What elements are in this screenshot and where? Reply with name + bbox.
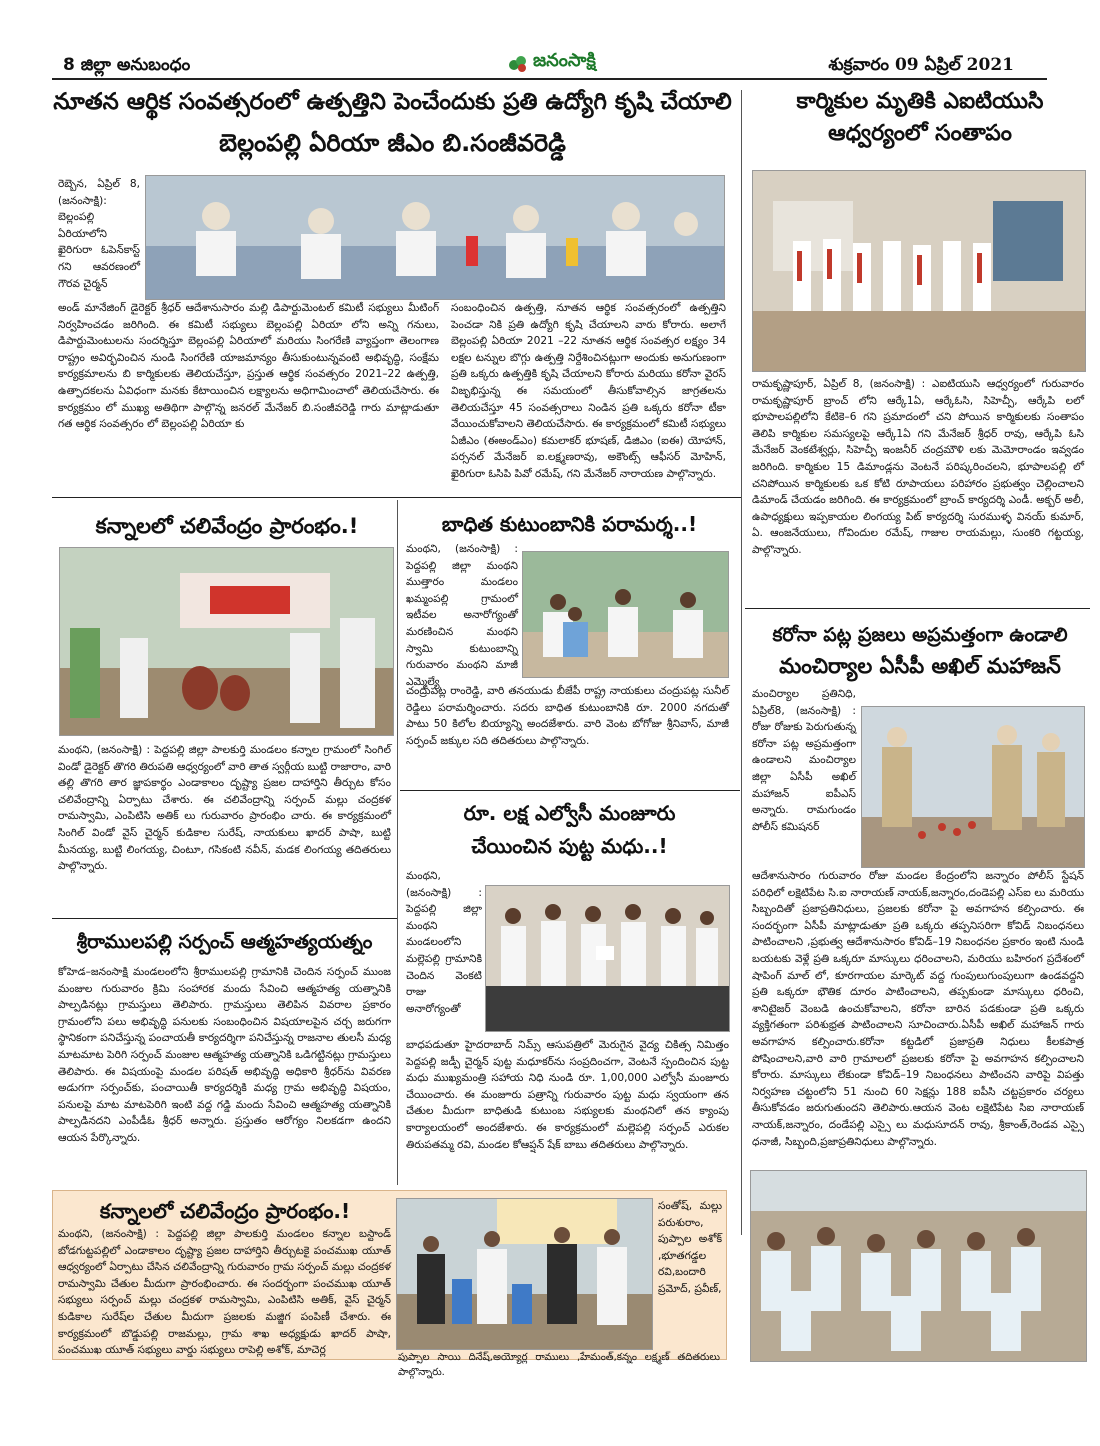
middle-divider: [397, 500, 398, 1185]
lead-headline: నూతన ఆర్థిక సంవత్సరంలో ఉత్పత్తిని పెంచేందుకు ప్రతి ఉద్యోగి కృషి చేయాలి: [53, 89, 732, 115]
bereaved-headline: బాధిత కుటుంబానికి పరామర్శ..!: [441, 512, 698, 536]
bereaved-photo: [522, 551, 729, 678]
masthead-rule: [52, 78, 1047, 80]
corona-body: ఆదేశానుసారం గురువారం రోజు మండల కేంద్రంలోని జన్నారం పోలీస్ స్టేషన్ పరిధిలో లక్షెటిపేట సి.ఐ నారాయణ్ నాయక్,జన్నారం,దండెపల్లి ఎస్ఐ లు మరియు సిబ్బందితో ప్రజాప్రతినిధులు, ప్రజలకు కరోనా పై అవగాహన కల్పించారు. ఈ సందర్భంగా ఏసీపీ మాట్లాడుతూ ప్రతి ఒక్కరు తప్పనిసరిగా కోవిడ్ నిబంధనలు పాటించాలని ,ప్రభుత్వ ఆదేశానుసారం కోవిడ్–19 నిబంధనల ప్రకారం ఇంటి నుండి బయటకు వెళ్లే ప్రతి ఒక్కరూ మాస్కులు ధరించాలని, మరియు బహిరంగ ప్రదేశంలో షాపింగ్ మాల్ లో, కూరగాయల మార్కెట్ వద్ద గుంపులుగుంపులుగా ఉండవద్దని ప్రతి ఒక్కరూ భౌతిక దూరం పాటించాలని, తప్పకుండా మాస్కులు ధరించి, శానిటైజర్ వెంబడి ఉంచుకోవాలని, కరోనా బారిన పడకుండా ప్రతి ఒక్కరు వ్యక్తిగతంగా పరిశుభ్రత పాటించాలని సూచించారు.ఏసీపీ అఖిల్ మహాజన్ గారు అవగాహన కల్పించారు.కరోనా కట్టడిలో ప్రజాప్రతి నిధులు కీలకపాత్ర పోషించాలని,వారి వారి గ్రామాలలో ప్రజలకు కరోనా పై అవగాహన కల్పించాలని కోరారు. మాస్కులు లేకుండా కోవిడ్–19 నిబంధనలు పాటించని వారిపై విపత్తు నిర్వహణ చట్టంలోని 51 నుంచి 60 సెక్షన్లు 188 ఐపీసి చట్టప్రకారం చర్యలు తీసుకోవడం జరుగుతుందని తెలిపారు.ఆయన వెంట లక్షెటిపేట సిఐ నారాయణ్ నాయక్,జన్నారం, దండేపల్లి ఎస్సై లు మధుసూదన్ రావు, శ్రీకాంత్,రెండవ ఎస్సై ధనాజీ, సిబ్బంది,ప్రజాప్రతినిధులు పాల్గొన్నారు.: [752, 870, 1084, 1148]
page-label: 8 జిల్లా అనుబంధం: [63, 55, 191, 75]
lead-meeting-photo: [145, 175, 725, 300]
loc-side-text: మంథని, (జనంసాక్షి) : పెద్దపల్లి జిల్లా మంథని మండలంలోని మల్లెపల్లి గ్రామానికి చెందిన వెంకటి రాజు అనారోగ్యంతో: [406, 870, 482, 1015]
bereaved-body: చంద్రుపట్ల రాంరెడ్డి, వారి తనయుడు బీజేపీ రాష్ట్ర నాయకులు చంద్రుపట్ల సునీల్ రెడ్డిలు పరామర్శించారు. సదరు బాధిత కుటుంబానికి రూ. 2000 నగదుతో పాటు 50 కిలోల బియ్యాన్ని అందజేశారు. వారి వెంట బోగోజు శ్రీనివాస్, మాజీ సర్పంచ్ జక్కుల సది తదితరులు పాల్గొన్నారు.: [406, 685, 729, 747]
chalivendram1-headline: కన్నాలలో చలివేంద్రం ప్రారంభం.!: [95, 514, 359, 538]
corona-meeting-photo: [750, 1170, 1087, 1362]
condolence-rule: [745, 608, 1090, 609]
bereaved-side-text: మంథని, (జనంసాక్షి) : పెద్దపల్లి జిల్లా మంథని ముత్తారం మండలం ఖమ్మంపల్లి గ్రామంలో ఇటీవల అనారోగ్యంతో మరణించిన మంథని స్వామి కుటుంబాన్ని గురువారం మంథని మాజీ ఎమ్మెల్యే: [406, 543, 518, 688]
condolence-photo: [752, 170, 1086, 372]
chalivendram2-side-text: సంతోష్, మల్లు పరుశురాం, పుప్పాల అశోక్ ,భూతగడ్డల రవి,బందారి ప్రమోద్, ప్రవీణ్,: [658, 1200, 722, 1295]
condolence-body: రామకృష్ణాపూర్, ఏప్రిల్ 8, (జనంసాక్షి) : ఎఐటియుసి ఆధ్వర్యంలో గురువారం రామకృష్ణాపూర్ బ్రాంచ్ లోని ఆర్కే1ఏ, ఆర్కేఓసి, సిహెచ్పీ, ఆర్కేపి లలో భూపాలపల్లిలోని కేటికె–6 గని ప్రమాదంలో చని పోయిన కార్మికులకు సంతాపం తెలిపి కార్మికుల సమస్యలపై ఆర్కే1ఏ గని మేనేజర్ శ్రీధర్ రావు, ఆర్కేపి ఓసి మేనేజర్ వెంకటేశ్వర్లు, సిహెచ్పీ ఇంజనీర్ చంద్రమౌళి లకు మెమోరాండం ఇవ్వడం జరిగింది. కార్మికుల 15 డిమాండ్లను వెంటనే పరిష్కరించలని, భూపాలపల్లి లో చనిపోయిన కార్మికులకు ఒక కోటి రూపాయలు పరిహారం ప్రభుత్వం చెల్లించాలని డిమాండ్ చేయడం జరిగింది. ఈ కార్యక్రమంలో బ్రాంచ్ కార్యదర్శి ఎండీ. అక్బర్ అలీ, ఉపాధ్యక్షులు ఇప్పకాయల లింగయ్య పిట్ కార్యదర్శి సురముళ్ళ వినయ్ కుమార్, ఏ. ఆంజనేయులు, గోవిందుల రమేష్, గాజుల రాయమల్లు, సుంకరి గట్టయ్య, పాల్గొన్నారు.: [752, 378, 1084, 556]
lead-body-left: అండ్ మానేజింగ్ డైరెక్టర్ శ్రీధర్ ఆదేశానుసారం మల్లి డిపార్టుమెంటల్ కమిటీ సభ్యులు మీటింగ్ నిర్వహించడం జరిగింది. ఈ కమిటీ సభ్యులు బెల్లంపల్లి ఏరియా లోని అన్ని గనులు, డిపార్టుమెంటులను సందర్శిస్తూ బెల్లంపల్లి ఏరియాలో మరియు సింగరేణి వ్యాప్తంగా తెలంగాణ రాష్ట్రం అవిర్భవించిన నుండి సింగరేణి యాజమాన్యం తీసుకుంటున్నవంటి అభివృద్ధి, సంక్షేమ కార్యక్రమాలను బి కార్మికులకు తెలియచేస్తూ, ప్రస్తుత ఆర్థిక సంవత్సరం 2021–22 ఉత్పత్తి, ఉత్పాదకలను ఏవిధంగా మనకు కేటాయించిన లక్ష్యాలను అధిగామించాలో తెలియచేసారు. ఈ కార్యక్రమం లో ముఖ్య అతిథిగా పాల్గొన్న జనరల్ మేనేజర్ బి.సంజీవరెడ్డి గారు మాట్లాడుతూ గత ఆర్థిక సంవత్సరం లో బెల్లంపల్లి ఏరియా కు: [58, 302, 439, 431]
chalivendram1-rule: [52, 918, 397, 919]
loc-headline-1: రూ. లక్ష ఎల్వోసీ మంజూరు: [463, 801, 676, 825]
lead-body-right: సంబంధించిన ఉత్పత్తి, నూతన ఆర్థిక సంవత్సరంలో ఉత్పత్తిని పెంచడా నికి ప్రతి ఉద్యోగి కృషి చేయాలని వారు కోరారు. అలాగే బెల్లంపల్లి ఏరియా 2021 –22 నూతన ఆర్థిక సంవత్సర లక్ష్యం 34 లక్షల టన్నుల బొగ్గు ఉత్పత్తి నిర్దేశించినట్లుగా అందుకు అనుగుణంగా ప్రతి ఒక్కరు ఉత్పత్తికి కృషి చేయాలని కోరారు మరియు కరోనా వైరస్ విజృభిస్తున్న ఈ సమయంలో తీసుకోవాల్సిన జాగ్రతలను తెలియచేస్తూ 45 సంవత్సరాలు నిండిన ప్రతి ఒక్కరు కరోనా టీకా వేయించుకోవాలని తెలియచేసారు. ఈ కార్యక్రమంలో కమిటీ సభ్యులు ఏజీఎం (ఈఅండ్ఎం) కమలాకర్ భూషణ్, డిజిఎం (ఐఈ) యోహాన్, పర్సనల్ మేనేజర్ ఐ.లక్ష్మణరావు, అకౌంట్స్ ఆఫీసర్ మోహిన్, ఖైరిగురా ఓసిపి పివో రమేష్, గని మేనేజర్ నారాయణ పాల్గొన్నారు.: [451, 302, 726, 480]
loc-photo: [485, 885, 730, 1032]
chalivendram2-photo: [396, 1198, 653, 1350]
newspaper-logo: [507, 50, 596, 75]
corona-headline-1: కరోనా పట్ల ప్రజలు అప్రమత్తంగా ఉండాలి: [772, 624, 1068, 646]
sarpanch-body: కోహెడ–జనంసాక్షి మండలంలోని శ్రీరాములపల్లి గ్రామానికి చెందిన సర్పంచ్ ముంజ మంజుల గురువారం క్రిమి సంహారక మందు సేవించి ఆత్మహత్య యత్నానికి పాల్పడినట్లు గ్రామస్తులు తెలిపారు. గ్రామస్తులు తెలిపిన వివరాల ప్రకారం గ్రామంలోని పలు అభివృద్ధి పనులకు సంబంధించిన విషయాలపైన చర్చ జరుగగా స్థానికంగా పనిచేస్తున్న పంచాయతీ కార్యదర్శిగా పనిచేస్తున్న రాజనాల తులసీ మధ్య మాటమాట పెరిగి సర్పంచ్ మంజుల ఆత్మహత్య యత్నానికి ఒడిగట్టినట్లు గ్రామస్తులు తెలిపారు. ఈ విషయంపై మండల పరిషత్ అభివృద్ధి అధికారి శ్రీధర్‌ను వివరణ అడుగగా సర్పంచ్‌కు, పంచాయితీ కార్యదర్శికి మధ్య గ్రామ అభివృద్ధి విషయం, పనులపై మాట మాటపెరిగి ఇంటి వద్ద గడ్డి మందు సేవించి ఆత్మహత్య యత్నానికి పాల్పడినదని ఎంపీడీఓ శ్రీధర్ అన్నారు. ప్రస్తుతం ఆరోగ్యం నిలకడగా ఉందని ఆయన పేర్కొన్నారు.: [58, 966, 391, 1144]
chalivendram2-headline: కన్నాలలో చలివేంద్రం ప్రారంభం.!: [99, 1199, 351, 1223]
condolence-headline-2: ఆధ్వర్యంలో సంతాపం: [828, 121, 1012, 146]
chalivendram2-body: మంథని, (జనంసాక్షి) : పెద్దపల్లి జిల్లా పాలకుర్తి మండలం కన్నాల బస్టాండ్ బోడగుట్టపల్లిలో ఎండాకాలం దృష్ట్యా ప్రజల దాహార్తిని తీర్చుటకై పంచముఖ యూత్ ఆధ్వర్యంలో ఏర్పాటు చేసిన చలివేంద్రాన్ని గురువారం గ్రామ సర్పంచ్ మల్లు చంద్రకళ రామస్వామి చేతుల మీదుగా ప్రారంభించారు. ఈ సందర్భంగా పంచముఖ యూత్ సభ్యులు సర్పంచ్ మల్లు చంద్రకళ రామస్వామి, ఎంపిటిసి అతిక్, వైస్ చైర్మన్ కుడికాల సురేష్‌ల చేతుల మీదుగా ప్రజలకు మజ్జిగ పంపిణీ చేశారు. ఈ కార్యక్రమంలో బొడ్డుపల్లి రాజమల్లు, గ్రామ శాఖ అధ్యక్షుడు ఖాదర్ పాషా, పంచముఖ యూత్ సభ్యులు వార్డు సభ్యులు రాపెల్లి అశోక్, మాచెర్ల: [58, 1228, 391, 1357]
column-divider: [741, 90, 742, 1235]
lead-subhead: బెల్లంపల్లి ఏరియా జీఎం బి.సంజీవరెడ్డి: [219, 129, 566, 157]
logo-leaf-icon: [507, 52, 529, 74]
chalivendram1-photo: [59, 547, 394, 736]
chalivendram2-tail: పుప్పాల సాయి దినేష్,అయ్యోర్ల రాములు ,హేమంత్,కన్నం లక్ష్మణ్ తదితరులు పాల్గొన్నారు.: [398, 1352, 720, 1378]
sarpanch-headline: శ్రీరాములపల్లి సర్పంచ్ ఆత్మహత్యయత్నం: [76, 931, 373, 953]
loc-body: బాధపడుతూ హైదరాబాద్ నిమ్స్ ఆసుపత్రిలో మెరుగైన వైద్య చికిత్స నిమిత్తం పెద్దపల్లి జడ్పీ చైర్మన్ పుట్ట మధూకర్‌ను సంప్రదించగా, వెంటనే స్పందించిన పుట్ట మధు ముఖ్యమంత్రి సహాయ నిధి నుండి రూ. 1,00,000 ఎల్వోసీ మంజూరు చేయించారు. ఈ మంజూరు పత్రాన్ని గురువారం పుట్ట మధు స్వయంగా తన చేతుల మీదుగా బాధితుడి కుటుంబ సభ్యులకు మంథనిలో తన క్యాంపు కార్యాలయంలో అందజేశారు. ఈ కార్యక్రమంలో మల్లెపల్లి సర్పంచ్ ఎరుకల తిరుపతమ్మ రవి, మండల కోఆప్షన్ షేక్ బాబు తదితరులు పాల్గొన్నారు.: [406, 1039, 729, 1151]
loc-headline-2: చేయించిన పుట్ట మధు..!: [471, 834, 668, 858]
lead-side-text: రెబ్బెన, ఏప్రిల్ 8, (జనంసాక్షి): బెల్లంపల్లి ఏరియాలోని ఖైరిగురా ఓపెన్‌కాస్ట్ గని ఆవరణంలో గౌరవ చైర్మన్: [58, 178, 140, 290]
issue-date: శుక్రవారం 09 ఏప్రిల్ 2021: [828, 55, 1014, 75]
corona-side-text: మంచిర్యాల ప్రతినిధి, ఏప్రిల్8, (జనంసాక్షి) : రోజు రోజుకు పెరుగుతున్న కరోనా పట్ల అప్రమత్తంగా ఉండాలని మంచిర్యాల జిల్లా ఏసీపీ అఖిల్ మహాజన్ ఐపీఎస్ అన్నారు. రామగుండం పోలీస్ కమిషనర్: [752, 688, 856, 833]
condolence-headline-1: కార్మికుల మృతికి ఎఐటియుసి: [796, 89, 1044, 114]
chalivendram1-body: మంథని, (జనంసాక్షి) : పెద్దపల్లి జిల్లా పాలకుర్తి మండలం కన్నాల గ్రామంలో సింగిల్ విండో డైరెక్టర్ తొగరి తిరుపతి ఆధ్వర్యంలో వారి తాత స్వర్గీయ బుట్టి రాజారాం, వారి తల్లి తొగరి తార జ్ఞాపకార్థం ఎండాకాలం దృష్ట్యా ప్రజల దాహార్తిని తీర్చుట కోసం చలివేంద్రాన్ని ఏర్పాటు చేశారు. ఈ చలివేంద్రాన్ని సర్పంచ్ మల్లు చంద్రకళ రామస్వామి, ఎంపిటిసి అతిక్ లు గురువారం ప్రారంభిం చారు. ఈ కార్యక్రమంలో సింగిల్ విండో వైస్ చైర్మన్ కుడికాల సురేష్, నాయకులు ఖాదర్ పాషా, బుట్టి మీనయ్య, బుట్టి లింగయ్య, చింటూ, గసికంటి నవీన్, మడక లింగయ్య తదితరులు పాల్గొన్నారు.: [58, 744, 391, 873]
corona-police-photo: [861, 706, 1085, 868]
bereaved-rule: [400, 790, 740, 791]
corona-headline-2: మంచిర్యాల ఏసీపీ అఖిల్ మహాజన్: [779, 654, 1061, 678]
lead-bottom-rule: [52, 497, 742, 498]
logo-text: జనంసాక్షి: [533, 50, 596, 71]
